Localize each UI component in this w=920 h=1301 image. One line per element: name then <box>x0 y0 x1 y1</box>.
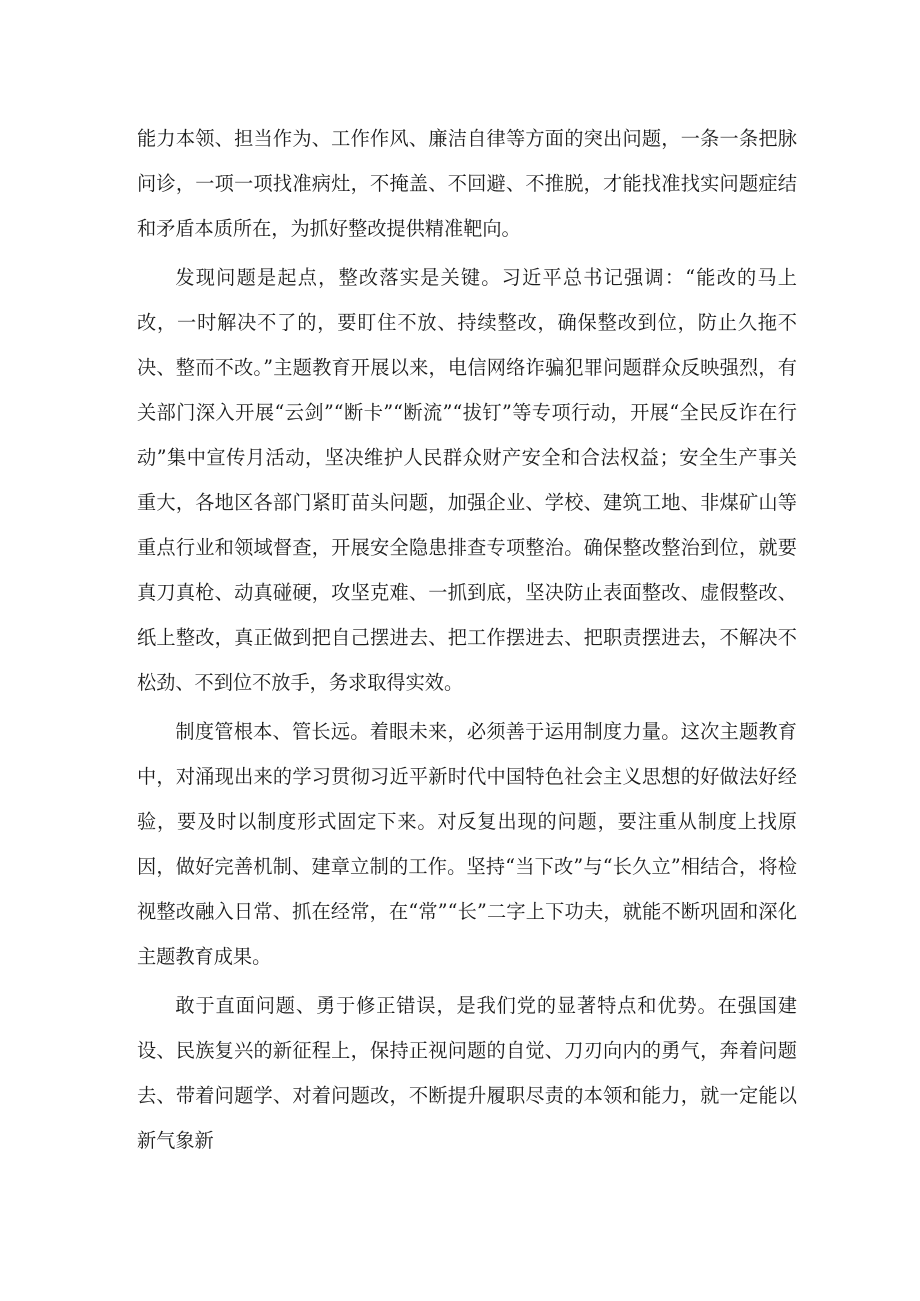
document-body <box>137 116 797 1163</box>
paragraph-continuation: 能力本领、担当作为、工作作风、廉洁自律等方面的突出问题，一条一条把脉问诊，一项一项找准病灶，不掩盖、不回避、不推脱，才能找准找实问题症结和矛盾本质所在，为抓好整改提供精准靶向。 <box>137 127 797 240</box>
paragraph-conclusion: 敢于直面问题、勇于修正错误，是我们党的显著特点和优势。在强国建设、民族复兴的新征程上，保持正视问题的自觉、刀刃向内的勇气，奔着问题去、带着问题学、对着问题改，不断提升履职尽责的本领和能力，就一定能以新气象新 <box>137 994 797 1152</box>
paragraph-institution: 制度管根本、管长远。着眼未来，必须善于运用制度力量。这次主题教育中，对涌现出来的学习贯彻习近平新时代中国特色社会主义思想的好做法好经验，要及时以制度形式固定下来。对反复出现的问题，要注重从制度上找原因，做好完善机制、建章立制的工作。坚持“当下改”与“长久立”相结合，将检视整改融入日常、抓在经常，在“常”“长”二字上下功夫，就能不断巩固和深化主题教育成果。 <box>137 720 797 968</box>
paragraph-rectification: 发现问题是起点，整改落实是关键。习近平总书记强调：“能改的马上改，一时解决不了的，要盯住不放、持续整改，确保整改到位，防止久拖不决、整而不改。”主题教育开展以来，电信网络诈骗犯罪问题群众反映强烈，有关部门深入开展“云剑”“断卡”“断流”“拔钉”等专项行动，开展“全民反诈在行动”集中宣传月活动，坚决维护人民群众财产安全和合法权益；安全生产事关重大，各地区各部门紧盯苗头问题，加强企业、学校、建筑工地、非煤矿山等重点行业和领域督查，开展安全隐患排查专项整治。确保整改整治到位，就要真刀真枪、动真碰硬，攻坚克难、一抓到底，坚决防止表面整改、虚假整改、纸上整改，真正做到把自己摆进去、把工作摆进去、把职责摆进去，不解决不松劲、不到位不放手，务求取得实效。 <box>137 266 797 694</box>
